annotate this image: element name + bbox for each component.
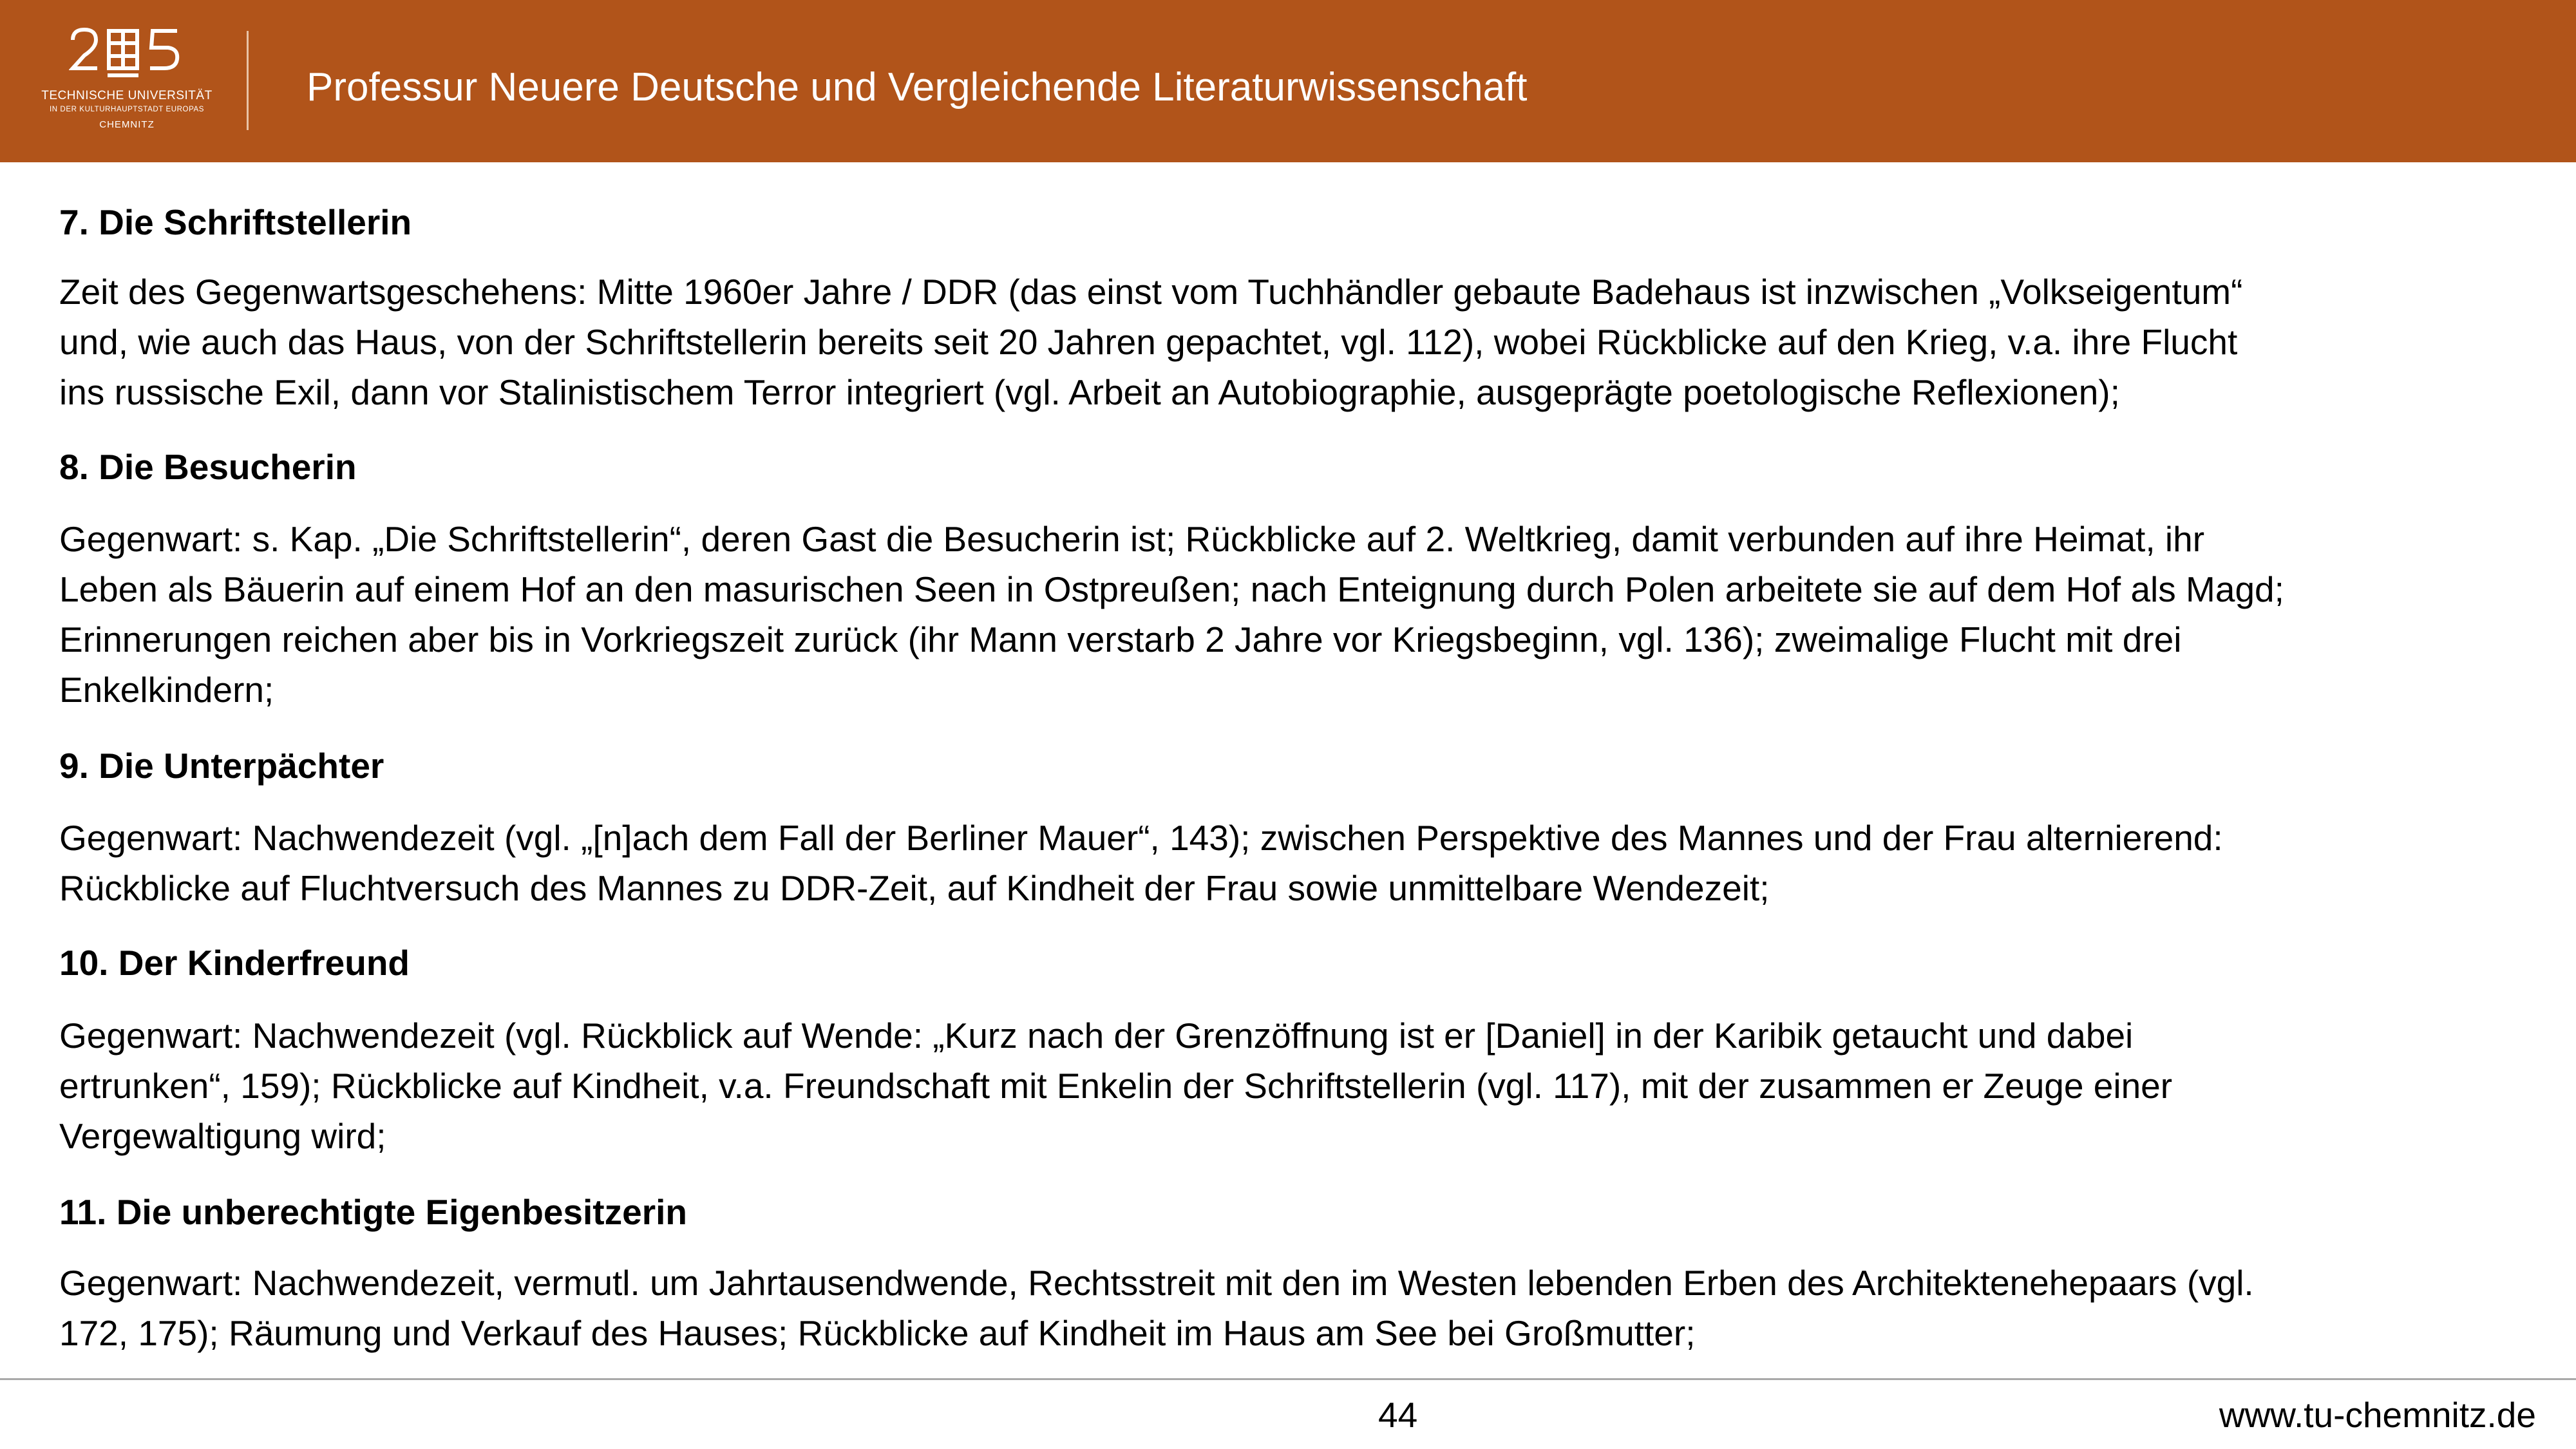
section-body-10 <box>59 1010 2545 1161</box>
body-line: ertrunken“, 159); Rückblicke auf Kindheit, v.a. Freundschaft mit Enkelin der Schriftstellerin (vgl. 117), mit der zusammen er Zeuge einer <box>59 1066 2173 1106</box>
section-body-8 <box>59 514 2545 715</box>
tu-chemnitz-logo-icon <box>69 26 185 84</box>
body-line: ins russische Exil, dann vor Stalinistischem Terror integriert (vgl. Arbeit an Autobiographie, ausgeprägte poetologische Reflexionen); <box>59 372 2120 412</box>
university-logo <box>33 26 220 137</box>
body-line: Leben als Bäuerin auf einem Hof an den masurischen Seen in Ostpreußen; nach Enteignung durch Polen arbeitete sie auf dem Hof als Magd; <box>59 569 2284 609</box>
section-body-9 <box>59 813 2545 913</box>
body-line: Gegenwart: Nachwendezeit (vgl. Rückblick auf Wende: „Kurz nach der Grenzöffnung ist er [Daniel] in der Karibik getaucht und dabei <box>59 1016 2134 1056</box>
body-line: 172, 175); Räumung und Verkauf des Hauses; Rückblicke auf Kindheit im Haus am See bei Großmutter; <box>59 1313 1696 1353</box>
page-title: Professur Neuere Deutsche und Vergleichende Literaturwissenschaft <box>307 65 1528 109</box>
logo-text-university: TECHNISCHE UNIVERSITÄT <box>41 89 213 102</box>
section-heading-10: 10. Der Kinderfreund <box>59 943 410 983</box>
body-line: Vergewaltigung wird; <box>59 1116 386 1156</box>
header-bar <box>0 0 2576 162</box>
body-line: Gegenwart: s. Kap. „Die Schriftstellerin“, deren Gast die Besucherin ist; Rückblicke auf 2. Weltkrieg, damit verbunden auf ihre Heimat, ihr <box>59 519 2205 559</box>
logo-text-tagline: IN DER KULTURHAUPTSTADT EUROPAS <box>49 106 205 113</box>
footer-website-link[interactable]: www.tu-chemnitz.de <box>2219 1395 2536 1435</box>
section-heading-8: 8. Die Besucherin <box>59 447 357 487</box>
page-number: 44 <box>1378 1395 1418 1435</box>
section-heading-11: 11. Die unberechtigte Eigenbesitzerin <box>59 1192 687 1232</box>
logo-text-city: CHEMNITZ <box>99 119 155 130</box>
section-body-7 <box>59 267 2545 417</box>
section-body-11 <box>59 1258 2545 1358</box>
section-heading-9: 9. Die Unterpächter <box>59 746 384 786</box>
body-line: und, wie auch das Haus, von der Schriftstellerin bereits seit 20 Jahren gepachtet, vgl. 112), wobei Rückblicke auf den Krieg, v.a. ihre Flucht <box>59 322 2238 362</box>
body-line: Gegenwart: Nachwendezeit, vermutl. um Jahrtausendwende, Rechtsstreit mit den im Westen lebenden Erben des Architektenehepaars (vgl. <box>59 1263 2254 1303</box>
footer-divider <box>0 1378 2576 1380</box>
body-line: Gegenwart: Nachwendezeit (vgl. „[n]ach dem Fall der Berliner Mauer“, 143); zwischen Perspektive des Mannes und der Frau alternierend: <box>59 818 2223 858</box>
body-line: Zeit des Gegenwartsgeschehens: Mitte 1960er Jahre / DDR (das einst vom Tuchhändler gebaute Badehaus ist inzwischen „Volkseigentum“ <box>59 272 2243 312</box>
body-line: Rückblicke auf Fluchtversuch des Mannes zu DDR-Zeit, auf Kindheit der Frau sowie unmittelbare Wendezeit; <box>59 868 1770 908</box>
body-line: Erinnerungen reichen aber bis in Vorkriegszeit zurück (ihr Mann verstarb 2 Jahre vor Kriegsbeginn, vgl. 136); zweimalige Flucht mit drei <box>59 620 2182 659</box>
section-heading-7: 7. Die Schriftstellerin <box>59 202 412 242</box>
body-line: Enkelkindern; <box>59 670 274 710</box>
header-divider <box>247 31 249 130</box>
